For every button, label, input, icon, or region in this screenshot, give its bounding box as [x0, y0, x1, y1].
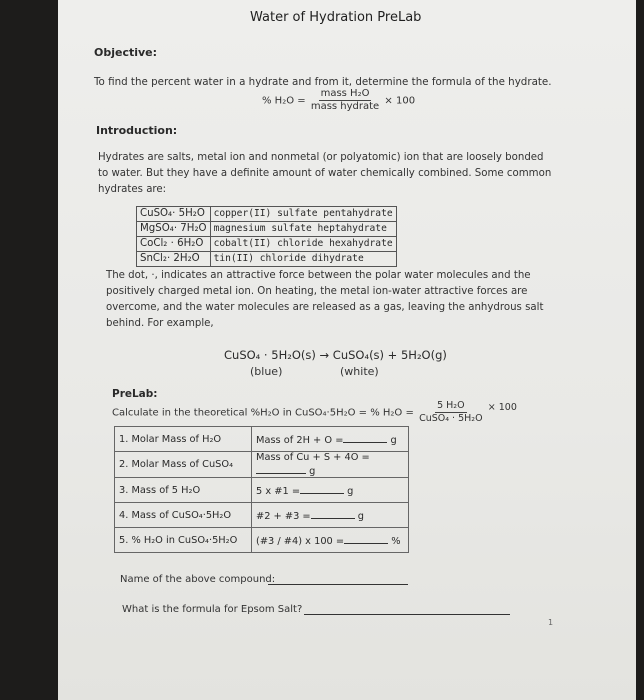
page-title: Water of Hydration PreLab — [250, 10, 422, 25]
calc-step-formula: Mass of Cu + S + 4O = — [256, 452, 370, 463]
reaction-equation: CuSO₄ · 5H₂O(s) → CuSO₄(s) + 5H₂O(g) — [224, 348, 447, 362]
calc-step-unit: g — [309, 466, 316, 477]
calc-step-unit: g — [357, 511, 364, 522]
objective-text: To find the percent water in a hydrate and from it, determine the formula of the hydrate. — [94, 76, 552, 88]
hydrate-formula: CuSO₄· 5H₂O — [137, 207, 211, 222]
label-blue: (blue) — [250, 365, 283, 378]
calculation-table — [114, 426, 409, 553]
table-row — [115, 478, 409, 503]
prelab-instruction — [112, 400, 517, 425]
formula-denominator: mass hydrate — [310, 101, 380, 112]
hydrates-table — [136, 206, 397, 267]
calc-step-formula: 5 x #1 = — [256, 486, 301, 497]
label-white: (white) — [340, 365, 379, 378]
calc-step-formula: Mass of 2H + O = — [256, 435, 344, 446]
hydrate-name: copper(II) sulfate pentahydrate — [210, 207, 396, 222]
introduction-paragraph: Hydrates are salts, metal ion and nonmetal (or polyatomic) ion that are loosely bonded to water. But they have a definite amount of water chemically combined. Some common hydrates are: — [98, 152, 552, 195]
formula-rhs: × 100 — [384, 95, 416, 107]
calc-step-label: 5. % H₂O in CuSO₄·5H₂O — [115, 528, 252, 553]
table-row — [137, 222, 397, 237]
calc-step-cell — [252, 503, 409, 528]
table-row — [115, 503, 409, 528]
table-row — [115, 528, 409, 553]
table-row — [137, 207, 397, 222]
table-row — [115, 452, 409, 478]
calc-step-cell — [252, 478, 409, 503]
table-row — [137, 237, 397, 252]
calc-step-unit: g — [347, 486, 354, 497]
document-page — [58, 0, 636, 700]
hydrate-name: tin(II) chloride dihydrate — [210, 252, 396, 267]
percent-water-formula — [262, 88, 415, 113]
question-compound-name: Name of the above compound: — [120, 574, 276, 585]
formula-fraction — [309, 88, 381, 113]
calc-step-unit: g — [390, 435, 397, 446]
answer-line-compound-name[interactable] — [268, 584, 408, 585]
calc-step-label: 1. Molar Mass of H₂O — [115, 427, 252, 452]
answer-blank[interactable] — [344, 533, 388, 544]
calc-step-cell — [252, 452, 409, 478]
table-row — [137, 252, 397, 267]
hydrate-formula: MgSO₄· 7H₂O — [137, 222, 211, 237]
calc-step-label: 2. Molar Mass of CuSO₄ — [115, 452, 252, 478]
hydrate-name: cobalt(II) chloride hexahydrate — [210, 237, 396, 252]
prelab-denominator: CuSO₄ · 5H₂O — [419, 413, 483, 424]
answer-line-epsom-salt[interactable] — [304, 614, 510, 615]
calc-step-cell — [252, 427, 409, 452]
page-number: 1 — [548, 618, 554, 627]
prelab-rhs: × 100 — [487, 401, 517, 413]
answer-blank[interactable] — [311, 508, 355, 519]
table-row — [115, 427, 409, 452]
hydrate-formula: CoCl₂ · 6H₂O — [137, 237, 211, 252]
objective-heading: Objective: — [94, 46, 158, 59]
prelab-heading: PreLab: — [112, 388, 158, 400]
formula-lhs: % H₂O = — [262, 95, 306, 107]
calc-step-unit: % — [391, 536, 401, 547]
calc-step-formula: (#3 / #4) x 100 = — [256, 536, 345, 547]
hydrate-name: magnesium sulfate heptahydrate — [210, 222, 396, 237]
introduction-heading: Introduction: — [96, 124, 178, 137]
answer-blank[interactable] — [256, 463, 306, 474]
calc-step-formula: #2 + #3 = — [256, 511, 311, 522]
calc-step-label: 4. Mass of CuSO₄·5H₂O — [115, 503, 252, 528]
hydrate-formula: SnCl₂· 2H₂O — [137, 252, 211, 267]
dot-explanation-paragraph: The dot, ·, indicates an attractive force between the polar water molecules and the positively charged metal ion. On heating, the metal ion-water attractive forces are overcome, and the water molecules are released as a gas, leaving the anhydrous salt behind. For example, — [106, 270, 544, 329]
answer-blank[interactable] — [343, 432, 387, 443]
prelab-instruction-text: Calculate in the theoretical %H₂O in CuSO₄·5H₂O = % H₂O = — [112, 407, 414, 419]
question-epsom-salt: What is the formula for Epsom Salt? — [122, 604, 303, 615]
prelab-numerator: 5 H₂O — [437, 400, 465, 411]
calc-step-cell — [252, 528, 409, 553]
prelab-fraction — [417, 400, 485, 425]
calc-step-label: 3. Mass of 5 H₂O — [115, 478, 252, 503]
answer-blank[interactable] — [300, 483, 344, 494]
formula-numerator: mass H₂O — [320, 88, 370, 99]
